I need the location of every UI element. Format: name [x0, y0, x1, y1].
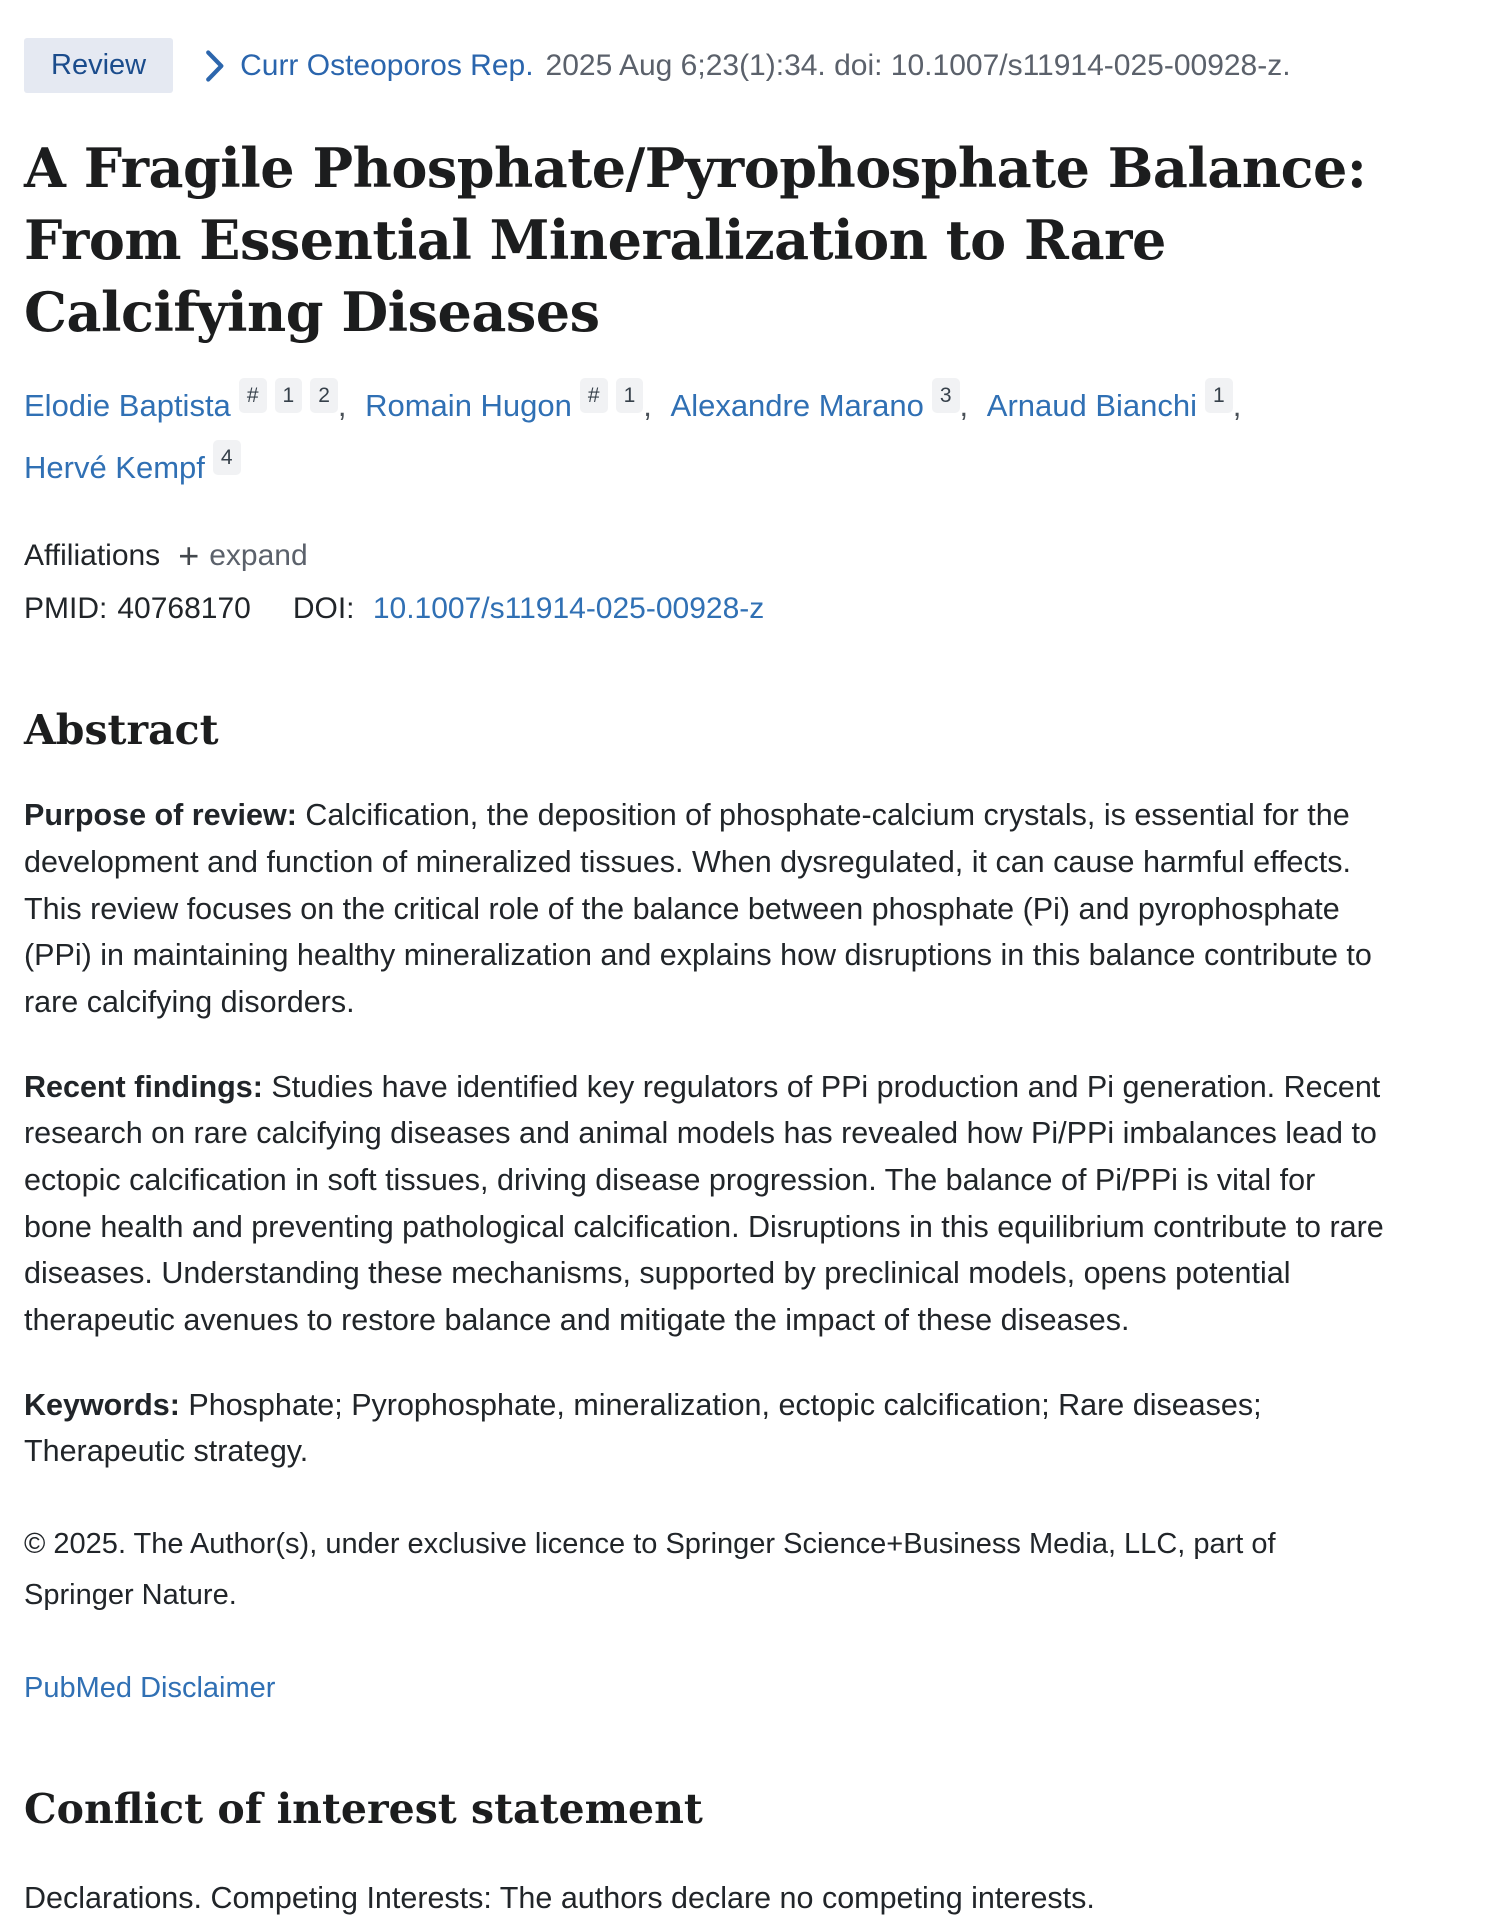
- paragraph-label: Keywords:: [24, 1387, 180, 1422]
- paragraph-text: Studies have identified key regulators of PPi production and Pi generation. Recent research on rare calcifying diseases and animal models has revealed how Pi/PPi imbalances lead to ectopic calcification in soft tissues, driving disease progression. The balance of Pi/PPi is vital for bone health and preventing pathological calcification. Disruptions in this equilibrium contribute to rare diseases. Understanding these mechanisms, supported by preclinical models, opens potential therapeutic avenues to restore balance and mitigate the impact of these diseases.: [24, 1069, 1384, 1337]
- abstract-paragraph-keywords: [24, 1382, 1384, 1475]
- abstract-paragraph-findings: [24, 1064, 1384, 1344]
- author-item: [24, 384, 338, 424]
- identifiers-row: [24, 592, 1472, 626]
- author-link[interactable]: Hervé Kempf: [24, 450, 205, 486]
- paragraph-label: Purpose of review:: [24, 798, 297, 833]
- author-item: [365, 384, 643, 424]
- publication-type-badge[interactable]: Review: [24, 38, 173, 93]
- author-separator: ,: [643, 388, 661, 424]
- author-item: [670, 384, 960, 424]
- author-link[interactable]: Arnaud Bianchi: [986, 388, 1198, 424]
- authors-list: [24, 378, 1472, 502]
- doi-link[interactable]: 10.1007/s11914-025-00928-z: [372, 592, 765, 626]
- author-affiliation-sup[interactable]: 4: [213, 440, 241, 475]
- author-link[interactable]: Alexandre Marano: [670, 388, 924, 424]
- paragraph-text: Calcification, the deposition of phosphate-calcium crystals, is essential for the development and function of mineralized tissues. When dysregulated, it can cause harmful effects. This review focuses on the critical role of the balance between phosphate (Pi) and pyrophosphate (PPi) in maintaining healthy mineralization and explains how disruptions in this balance contribute to rare calcifying disorders.: [24, 798, 1372, 1020]
- article-meta-row: [24, 38, 1472, 93]
- paragraph-label: Recent findings:: [24, 1069, 263, 1104]
- author-affiliation-sup[interactable]: 2: [310, 378, 338, 413]
- article-title: A Fragile Phosphate/Pyrophosphate Balance: From Essential Mineralization to Rare Calcifying Diseases: [24, 136, 1367, 344]
- author-link[interactable]: Romain Hugon: [365, 388, 572, 424]
- doi-label: DOI:: [292, 592, 355, 626]
- author-separator: ,: [1232, 388, 1242, 424]
- affiliations-expand-button[interactable]: [178, 535, 308, 577]
- conflict-of-interest-heading: Conflict of interest statement: [24, 1785, 703, 1834]
- plus-icon: +: [178, 535, 200, 577]
- conflict-of-interest-text: Declarations. Competing Interests: The authors declare no competing interests.: [24, 1881, 1095, 1916]
- pmid-value: 40768170: [117, 592, 251, 626]
- doi-group: [293, 592, 764, 626]
- author-affiliation-sup[interactable]: #: [580, 378, 608, 413]
- author-link[interactable]: Elodie Baptista: [24, 388, 231, 424]
- abstract-body: [24, 792, 1472, 1620]
- expand-label: expand: [209, 539, 308, 573]
- author-item: [986, 384, 1233, 424]
- author-separator: ,: [959, 388, 977, 424]
- author-item: [24, 446, 241, 486]
- author-affiliation-sup[interactable]: 1: [275, 378, 303, 413]
- abstract-heading: Abstract: [24, 706, 219, 755]
- author-separator: ,: [337, 388, 356, 424]
- author-affiliation-sup[interactable]: 1: [616, 378, 644, 413]
- affiliations-row: [24, 535, 1472, 577]
- author-affiliation-sup[interactable]: 1: [1205, 378, 1233, 413]
- copyright-notice: © 2025. The Author(s), under exclusive licence to Springer Science+Business Media, LLC, part of Springer Nature.: [24, 1527, 1276, 1611]
- citation-text: 2025 Aug 6;23(1):34. doi: 10.1007/s11914-025-00928-z.: [545, 48, 1291, 82]
- author-affiliation-sup[interactable]: #: [239, 378, 267, 413]
- abstract-paragraph-purpose: [24, 792, 1384, 1025]
- pubmed-disclaimer-link[interactable]: PubMed Disclaimer: [24, 1672, 276, 1705]
- affiliations-label: Affiliations: [24, 539, 161, 573]
- chevron-right-icon: [203, 48, 226, 84]
- journal-link[interactable]: Curr Osteoporos Rep.: [240, 48, 534, 82]
- author-affiliation-sup[interactable]: 3: [932, 378, 960, 413]
- pmid-label: PMID:: [24, 592, 108, 626]
- paragraph-text: Phosphate; Pyrophosphate, mineralization, ectopic calcification; Rare diseases; Therapeutic strategy.: [24, 1387, 1262, 1469]
